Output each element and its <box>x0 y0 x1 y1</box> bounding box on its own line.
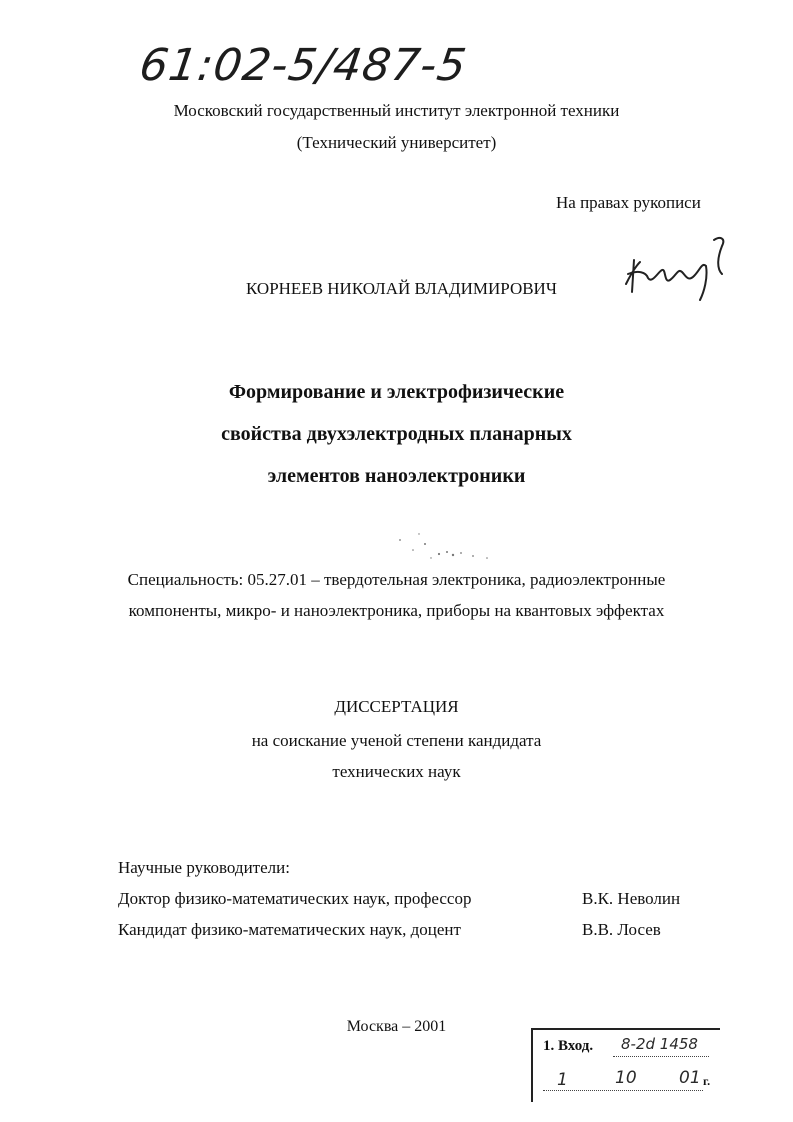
supervisor-2-name: В.В. Лосев <box>582 920 661 939</box>
author-name: КОРНЕЕВ НИКОЛАЙ ВЛАДИМИРОВИЧ <box>246 279 557 298</box>
specialty-line-2: компоненты, микро- и наноэлектроника, приборы на квантовых эффектах <box>128 601 665 620</box>
title-line-1: Формирование и электрофизические <box>228 381 565 403</box>
stamp-date-year: 01 <box>679 1068 701 1088</box>
supervisor-2-title: Кандидат физико-математических наук, доцент <box>118 920 461 939</box>
scan-noise <box>395 528 505 568</box>
city-year: Москва – 2001 <box>346 1018 447 1035</box>
specialty-line-1: Специальность: 05.27.01 – твердотельная электроника, радиоэлектронные <box>127 570 666 589</box>
document-type: ДИССЕРТАЦИЯ <box>334 697 459 716</box>
supervisor-1-title: Доктор физико-математических наук, профессор <box>118 889 472 908</box>
stamp-date-month: 10 <box>615 1068 637 1088</box>
stamp-number: 8-2d 1458 <box>621 1035 698 1053</box>
supervisors-heading: Научные руководители: <box>118 858 290 877</box>
degree-line-1: на соискание ученой степени кандидата <box>251 731 542 750</box>
stamp-date-day: 1 <box>557 1070 568 1090</box>
institution-name: Московский государственный институт электронной техники <box>173 101 620 120</box>
title-line-3: элементов наноэлектроники <box>267 465 526 487</box>
stamp-number-line <box>613 1056 709 1057</box>
university-type: (Технический университет) <box>296 133 497 152</box>
manuscript-note: На правах рукописи <box>556 193 701 212</box>
signature-graphic <box>618 232 738 307</box>
stamp-date-line <box>543 1090 703 1091</box>
title-line-2: свойства двухэлектродных планарных <box>221 423 572 445</box>
supervisor-1-name: В.К. Неволин <box>582 889 681 908</box>
stamp-label: 1. Вход. <box>543 1038 594 1054</box>
registration-stamp <box>531 1028 720 1102</box>
degree-line-2: технических наук <box>332 762 461 781</box>
stamp-date-suffix: г. <box>703 1074 711 1088</box>
archive-number-handwritten: 61:02-5/487-5 <box>136 40 470 91</box>
